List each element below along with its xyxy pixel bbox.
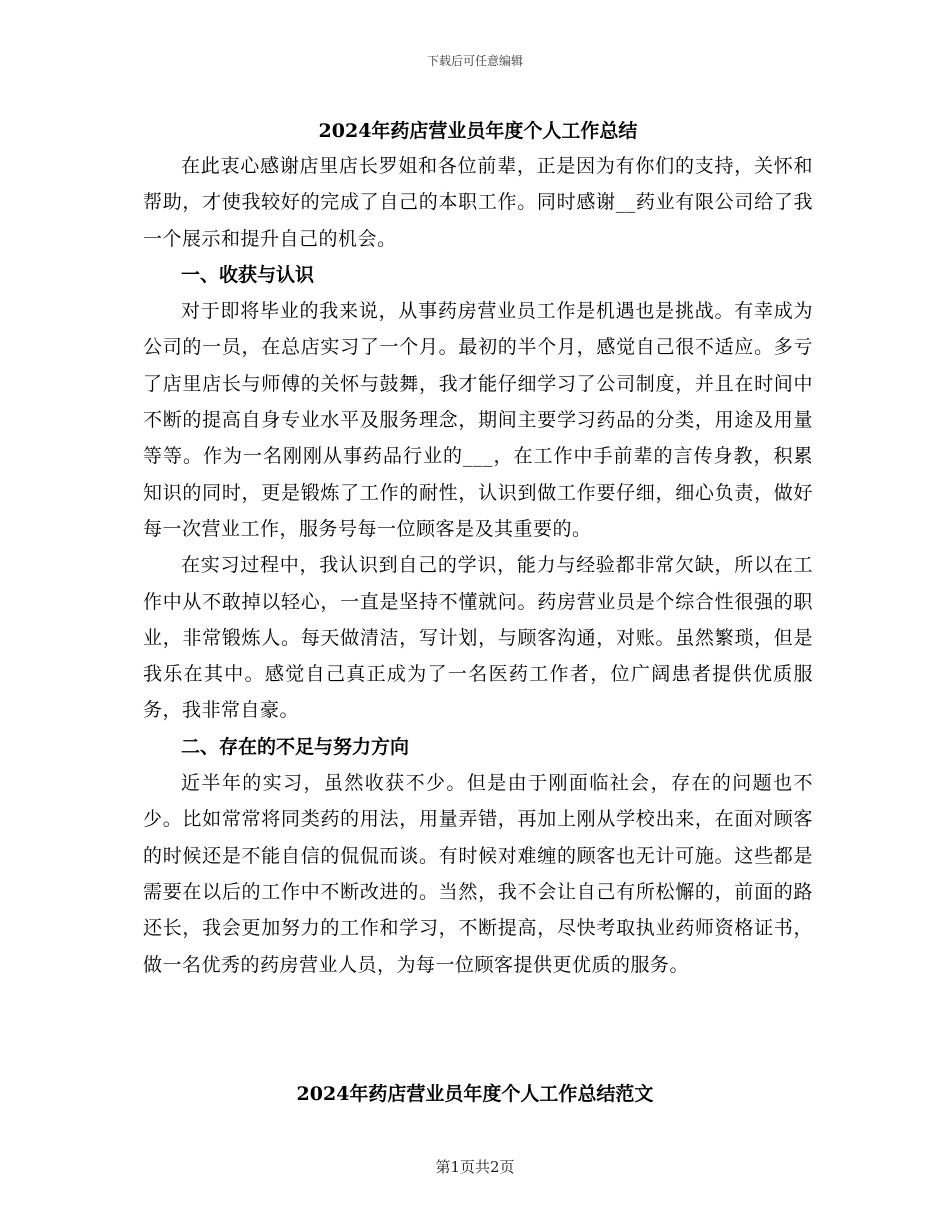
- intro-paragraph: 在此衷心感谢店里店长罗姐和各位前辈，正是因为有你们的支持，关怀和帮助，才使我较好的完成了自己的本职工作。同时感谢__药业有限公司给了我一个展示和提升自己的机会。: [143, 155, 813, 250]
- section-1-paragraph-1: 对于即将毕业的我来说，从事药房营业员工作是机遇也是挑战。有幸成为公司的一员，在总店实习了一个月。最初的半个月，感觉自己很不适应。多亏了店里店长与师傅的关怀与鼓舞，我才能仔细学习了公司制度，并且在时间中不断的提高自身专业水平及服务理念，期间主要学习药品的分类，用途及用量等等。作为一名刚刚从事药品行业的___，在工作中手前辈的言传身教，积累知识的同时，更是锻炼了工作的耐性，认识到做工作要仔细，细心负责，做好每一次营业工作，服务号每一位顾客是及其重要的。: [143, 300, 813, 540]
- page-number: 第1页共2页: [435, 1158, 515, 1176]
- section-1-paragraph-2: 在实习过程中，我认识到自己的学识，能力与经验都非常欠缺，所以在工作中从不敢掉以轻心，一直是坚持不懂就问。药房营业员是个综合性很强的职业，非常锻炼人。每天做清洁，写计划，与顾客沟通，对账。虽然繁琐，但是我乐在其中。感觉自己真正成为了一名医药工作者，位广阔患者提供优质服务，我非常自豪。: [143, 554, 813, 722]
- document-title: 2024年药店营业员年度个人工作总结: [318, 120, 638, 142]
- section-1-heading: 一、收获与认识: [181, 263, 315, 286]
- section-2-paragraph-1: 近半年的实习，虽然收获不少。但是由于刚面临社会，存在的问题也不少。比如常常将同类药的用法，用量弄错，再加上刚从学校出来，在面对顾客的时候还是不能自信的侃侃而谈。有时候对难缠的顾客也无计可施。这些都是需要在以后的工作中不断改进的。当然，我不会让自己有所松懈的，前面的路还长，我会更加努力的工作和学习，不断提高，尽快考取执业药师资格证书，做一名优秀的药房营业人员，为每一位顾客提供更优质的服务。: [143, 772, 813, 976]
- section-2-heading: 二、存在的不足与努力方向: [181, 735, 410, 758]
- page-header-note: 下载后可任意编辑: [426, 54, 523, 68]
- next-document-title: 2024年药店营业员年度个人工作总结范文: [296, 1083, 654, 1105]
- document-body: [143, 112, 813, 983]
